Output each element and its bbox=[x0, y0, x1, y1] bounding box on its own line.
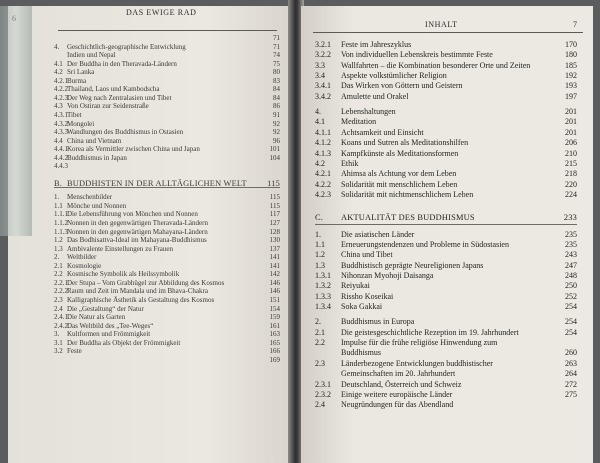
toc-entry-title: Das Wirken von Göttern und Geistern bbox=[341, 81, 463, 91]
toc-entry bbox=[54, 322, 280, 330]
toc-entry-title: Wandlungen des Buddhismus in Ostasien bbox=[67, 128, 184, 137]
toc-entry bbox=[315, 138, 577, 147]
toc-entry bbox=[54, 77, 280, 85]
toc-entry bbox=[315, 180, 577, 189]
toc-entry bbox=[315, 302, 577, 311]
toc-entry-number: 4.4.1 bbox=[54, 145, 68, 154]
toc-entry-title: Deutschland, Österreich und Schweiz bbox=[341, 379, 462, 389]
toc-entry-title: China und Vietnam bbox=[67, 136, 122, 145]
toc-section-heading bbox=[315, 213, 577, 222]
toc-entry-page: 104 bbox=[269, 153, 280, 162]
toc-entry-title: Ambivalente Einstellungen zu Frauen bbox=[67, 244, 173, 253]
toc-entry-page: 83 bbox=[273, 76, 280, 85]
toc-entry bbox=[315, 81, 577, 90]
toc-entry-title: Der Buddha als Objekt der Frömmigkeit bbox=[67, 338, 181, 347]
toc-entry-page: 169 bbox=[269, 355, 280, 364]
toc-entry-page: 86 bbox=[273, 102, 280, 111]
toc-entry-number: 1.3 bbox=[54, 244, 63, 253]
toc-entry-title: Feste bbox=[67, 347, 82, 356]
toc-entry-title: Kalligraphische Ästhetik als Gestaltung des Kosmos bbox=[67, 295, 215, 304]
toc-entry-number: 1.3.2 bbox=[315, 281, 331, 291]
toc-entry-page: 264 bbox=[565, 369, 577, 379]
toc-entry-number: 4.2.2 bbox=[315, 179, 331, 189]
toc-entry-number: 4.1.2 bbox=[315, 138, 331, 148]
toc-entry-page: 254 bbox=[565, 327, 577, 337]
toc-entry-title: Die Natur als Garten bbox=[67, 313, 126, 322]
toc-entry-title: Die Lebensführung von Mönchen und Nonnen bbox=[67, 210, 198, 219]
toc-entry-page: 224 bbox=[565, 189, 577, 199]
toc-entry-page: 275 bbox=[565, 389, 577, 399]
toc-entry-number: 2. bbox=[315, 317, 321, 327]
toc-entry-page: 71 bbox=[273, 34, 280, 42]
toc-entry bbox=[54, 193, 280, 201]
toc-entry-page: 92 bbox=[273, 119, 280, 128]
toc-entry bbox=[54, 270, 280, 278]
toc-entry-page: 142 bbox=[269, 270, 280, 279]
toc-entry-title: Weltbilder bbox=[67, 253, 97, 262]
toc-entry-number: 3.4 bbox=[315, 71, 325, 81]
toc-entry bbox=[315, 271, 577, 280]
toc-entry-number: 1.3.4 bbox=[315, 302, 331, 312]
toc-entry-number: 2.4 bbox=[315, 400, 325, 410]
toc-entry-title: Das Bodhisattva-Ideal im Mahayana-Buddhismus bbox=[67, 236, 207, 245]
toc-entry bbox=[54, 356, 280, 364]
right-header-rule bbox=[313, 32, 583, 33]
toc-entry bbox=[54, 228, 280, 236]
toc-entry-page: 193 bbox=[565, 81, 577, 91]
toc-entry-number: B. bbox=[54, 178, 63, 188]
toc-entry-number: 4.2.1 bbox=[54, 76, 68, 85]
toc-entry-number: 3.2.2 bbox=[315, 50, 331, 60]
toc-entry-number: 4.4 bbox=[54, 136, 63, 145]
toc-entry-title: Feste im Jahreszyklus bbox=[341, 40, 412, 49]
toc-entry-number: 2.4.2 bbox=[54, 321, 68, 330]
toc-entry-page: 115 bbox=[269, 201, 280, 210]
toc-entry bbox=[54, 245, 280, 253]
toc-entry bbox=[315, 292, 577, 301]
toc-entry bbox=[54, 236, 280, 244]
toc-entry-page: 101 bbox=[269, 145, 280, 154]
toc-entry-number: 4.1.1 bbox=[315, 127, 331, 137]
toc-entry-title: Gemeinschaften im 20. Jahrhundert bbox=[341, 369, 456, 379]
toc-entry-number: 1.3 bbox=[315, 260, 325, 270]
toc-entry bbox=[54, 128, 280, 136]
toc-entry-page: 96 bbox=[273, 136, 280, 145]
toc-entry-number: 4.2.2 bbox=[54, 85, 68, 94]
toc-entry bbox=[54, 219, 280, 227]
toc-entry bbox=[315, 128, 577, 137]
toc-entry-number: 4.1 bbox=[315, 117, 325, 127]
toc-entry bbox=[54, 51, 280, 59]
toc-entry bbox=[54, 202, 280, 210]
left-running-header: DAS EWIGE RAD bbox=[126, 8, 197, 17]
toc-entry bbox=[54, 68, 280, 76]
toc-entry-page: 166 bbox=[269, 347, 280, 356]
toc-entry-title: Von Ostiran zur Seidenstraße bbox=[67, 102, 149, 111]
toc-entry-page: 272 bbox=[565, 379, 577, 389]
toc-entry-title: Koans und Sutren als Meditationshilfen bbox=[341, 138, 469, 148]
toc-entry-number: 4.2.3 bbox=[315, 189, 331, 199]
toc-entry-page: 210 bbox=[565, 148, 577, 158]
toc-entry-page: 163 bbox=[269, 330, 280, 339]
toc-entry-title: Neugründungen für das Abendland bbox=[341, 400, 454, 410]
toc-entry-title: Das Weltbild des „Tee-Weges“ bbox=[67, 321, 154, 330]
toc-entry bbox=[315, 317, 577, 326]
toc-entry-title: Nonnen in den gegenwärtigen Mahayana-Ländern bbox=[67, 227, 208, 236]
section-rule bbox=[54, 187, 280, 188]
toc-entry-number: C. bbox=[315, 213, 324, 223]
toc-entry-page: 75 bbox=[273, 59, 280, 68]
toc-entry-page: 247 bbox=[565, 260, 577, 270]
toc-entry-page: 206 bbox=[565, 138, 577, 148]
toc-entry-title: Ethik bbox=[341, 158, 359, 168]
toc-entry bbox=[54, 145, 280, 153]
toc-entry-page: 115 bbox=[267, 178, 280, 188]
toc-entry-page: 117 bbox=[269, 210, 280, 219]
toc-entry-title: Soka Gakkai bbox=[341, 302, 383, 312]
toc-entry bbox=[54, 162, 280, 170]
toc-entry-number: 1. bbox=[54, 193, 60, 202]
toc-entry-title: Der Weg nach Zentralasien und Tibet bbox=[67, 93, 172, 102]
toc-entry-title: Meditation bbox=[341, 117, 377, 127]
toc-entry bbox=[315, 169, 577, 178]
toc-entry-number: 4.1 bbox=[54, 59, 63, 68]
toc-entry-page: 201 bbox=[565, 127, 577, 137]
toc-entry-title: Solidarität mit nichtmenschlichem Leben bbox=[341, 189, 474, 199]
toc-entry bbox=[54, 85, 280, 93]
toc-entry-number: 3.2 bbox=[54, 347, 63, 356]
toc-entry-title: Sri Lanka bbox=[67, 68, 95, 77]
toc-entry-number: 4.3.2 bbox=[54, 119, 68, 128]
toc-entry-number: 2.2 bbox=[54, 270, 63, 279]
toc-entry-number: 3.4.2 bbox=[315, 91, 331, 101]
toc-entry bbox=[54, 253, 280, 261]
toc-entry-page: 263 bbox=[565, 358, 577, 368]
toc-entry-number: 4.3.1 bbox=[54, 110, 68, 119]
toc-entry-page: 146 bbox=[269, 287, 280, 296]
toc-entry-page: 243 bbox=[565, 250, 577, 260]
toc-entry-page: 115 bbox=[269, 193, 280, 202]
toc-entry bbox=[315, 190, 577, 199]
toc-entry-number: 4. bbox=[315, 107, 321, 117]
toc-entry bbox=[54, 279, 280, 287]
toc-entry-title: Impulse für die frühe religiöse Hinwendung zum bbox=[341, 338, 498, 348]
toc-entry-page: 74 bbox=[273, 51, 280, 60]
toc-entry-page: 141 bbox=[269, 253, 280, 262]
toc-entry-title: Buddhismus in Europa bbox=[341, 317, 415, 327]
toc-entry bbox=[54, 60, 280, 68]
toc-entry bbox=[315, 149, 577, 158]
toc-entry-title: Amulette und Orakel bbox=[341, 91, 409, 101]
toc-entry-number: 1.2 bbox=[54, 236, 63, 245]
toc-entry-title: Buddhistisch geprägte Neureligionen Japans bbox=[341, 260, 484, 270]
toc-entry-number: 4. bbox=[54, 42, 60, 51]
toc-entry-page: 151 bbox=[269, 295, 280, 304]
toc-entry-page: 180 bbox=[565, 50, 577, 60]
toc-entry-number: 1.3.3 bbox=[315, 291, 331, 301]
page-clip bbox=[0, 6, 32, 236]
toc-entry bbox=[54, 296, 280, 304]
toc-entry-page: 84 bbox=[273, 85, 280, 94]
toc-entry-page: 159 bbox=[269, 313, 280, 322]
toc-entry-page: 154 bbox=[269, 304, 280, 313]
toc-entry-page: 233 bbox=[563, 213, 577, 223]
toc-entry-title: Geschichtlich-geographische Entwicklung bbox=[67, 42, 186, 51]
section-rule bbox=[315, 224, 577, 225]
toc-entry bbox=[315, 338, 577, 347]
toc-entry bbox=[315, 250, 577, 259]
toc-entry bbox=[315, 281, 577, 290]
toc-entry-page: 197 bbox=[565, 91, 577, 101]
toc-entry-title: Kosmische Symbolik als Heilssymbolik bbox=[67, 270, 180, 279]
toc-entry bbox=[54, 34, 280, 42]
toc-entry-title: Kosmologie bbox=[67, 261, 102, 270]
toc-entry-number: 4.3 bbox=[54, 102, 63, 111]
toc-entry bbox=[54, 154, 280, 162]
toc-entry bbox=[315, 348, 577, 357]
toc-entry bbox=[54, 347, 280, 355]
toc-entry-title: Ahimsa als Achtung vor dem Leben bbox=[341, 169, 457, 179]
toc-entry bbox=[315, 380, 577, 389]
toc-entry-page: 215 bbox=[565, 158, 577, 168]
toc-entry bbox=[315, 50, 577, 59]
toc-entry bbox=[54, 102, 280, 110]
toc-entry-title: Die asiatischen Länder bbox=[341, 229, 415, 239]
toc-entry bbox=[54, 330, 280, 338]
toc-entry bbox=[315, 390, 577, 399]
toc-entry-page: 146 bbox=[269, 278, 280, 287]
toc-entry-page: 130 bbox=[269, 236, 280, 245]
toc-entry-title: Thailand, Laos und Kambodscha bbox=[67, 85, 160, 94]
toc-entry-number: 4.4.3 bbox=[54, 162, 68, 171]
toc-entry-number: 2.1 bbox=[54, 261, 63, 270]
toc-entry-title: Nonnen in den gegenwärtigen Theravada-Ländern bbox=[67, 219, 208, 227]
toc-entry-page: 71 bbox=[273, 42, 280, 51]
toc-entry-number: 1. bbox=[315, 229, 321, 239]
toc-entry-title: Indien und Nepal bbox=[67, 51, 116, 60]
toc-entry-number: 1.1 bbox=[315, 239, 325, 249]
toc-entry bbox=[315, 261, 577, 270]
toc-entry-title: Lebenshaltungen bbox=[341, 107, 396, 117]
toc-entry bbox=[315, 107, 577, 116]
toc-entry-page: 170 bbox=[565, 40, 577, 49]
toc-entry bbox=[315, 117, 577, 126]
toc-entry-number: 2.2.1 bbox=[54, 278, 68, 287]
toc-entry bbox=[54, 287, 280, 295]
toc-entry bbox=[315, 400, 577, 409]
toc-entry-page: 254 bbox=[565, 317, 577, 327]
toc-entry-title: Achtsamkeit und Einsicht bbox=[341, 127, 424, 137]
toc-entry bbox=[315, 40, 577, 49]
toc-entry-page: 185 bbox=[565, 60, 577, 70]
toc-entry-title: Kultformen und Frömmigkeit bbox=[67, 330, 151, 339]
toc-entry-title: Aspekte volkstümlicher Religion bbox=[341, 71, 447, 81]
toc-entry-page: 127 bbox=[269, 219, 280, 227]
toc-entry-title: Rissho Koseikai bbox=[341, 291, 394, 301]
toc-entry-title: Der Stupa – Vom Grabhügel zur Abbildung des Kosmos bbox=[67, 278, 225, 287]
toc-entry bbox=[54, 305, 280, 313]
toc-entry bbox=[315, 240, 577, 249]
toc-entry-title: Reiyukai bbox=[341, 281, 370, 291]
toc-entry-title: Erneuerungstendenzen und Probleme in Südostasien bbox=[341, 239, 509, 249]
toc-entry-number: 4.2 bbox=[54, 68, 63, 77]
toc-entry-number: 3.2.1 bbox=[315, 40, 331, 49]
toc-entry-title: Der Buddha in den Theravada-Ländern bbox=[67, 59, 177, 68]
toc-entry-number: 1.1.1 bbox=[54, 210, 68, 219]
toc-entry-number: 2.3 bbox=[315, 358, 325, 368]
toc-entry-title: Korea als Vermittler zwischen China und Japan bbox=[67, 145, 200, 154]
toc-entry-title: Raum und Zeit im Mandala und im Bhava-Chakra bbox=[67, 287, 208, 296]
toc-entry-page: 201 bbox=[565, 117, 577, 127]
toc-entry-number: 4.2.1 bbox=[315, 169, 331, 179]
toc-entry-title: AKTUALITÄT DES BUDDHISMUS bbox=[341, 213, 475, 223]
toc-entry-page: 165 bbox=[269, 338, 280, 347]
toc-entry-title: Von individuellen Lebenskreis bestimmte Feste bbox=[341, 50, 493, 60]
toc-entry-title: Buddhismus in Japan bbox=[67, 153, 127, 162]
toc-entry bbox=[315, 230, 577, 239]
toc-entry-number: 2.4 bbox=[54, 304, 63, 313]
toc-entry-number: 2.3.1 bbox=[315, 379, 331, 389]
toc-entry-page: 92 bbox=[273, 128, 280, 137]
toc-entry bbox=[54, 111, 280, 119]
toc-entry-page: 128 bbox=[269, 227, 280, 236]
toc-entry-title: Mongolei bbox=[67, 119, 95, 128]
right-page bbox=[301, 6, 593, 463]
toc-entry bbox=[54, 137, 280, 145]
right-page-number: 7 bbox=[573, 20, 578, 29]
toc-entry bbox=[315, 92, 577, 101]
toc-entry-number: 3.4.1 bbox=[315, 81, 331, 91]
toc-entry-page: 252 bbox=[565, 291, 577, 301]
right-running-header: INHALT bbox=[425, 20, 458, 29]
toc-entry-title: Buddhismus bbox=[341, 348, 382, 358]
toc-entry-page: 250 bbox=[565, 281, 577, 291]
toc-entry bbox=[315, 328, 577, 337]
toc-entry-title: Kampfkünste als Meditationsformen bbox=[341, 148, 459, 158]
toc-entry-title: China und Tibet bbox=[341, 250, 393, 260]
toc-entry-title: Einige weitere europäische Länder bbox=[341, 389, 453, 399]
toc-entry-title: Tibet bbox=[67, 110, 82, 119]
toc-entry-number: 1.2 bbox=[315, 250, 325, 260]
toc-entry-title: Nihonzan Myohoji Daisanga bbox=[341, 271, 434, 280]
toc-entry-page: 254 bbox=[565, 302, 577, 312]
toc-entry-page: 220 bbox=[565, 179, 577, 189]
toc-entry bbox=[54, 210, 280, 218]
toc-entry-number: 2.4.1 bbox=[54, 313, 68, 322]
toc-entry-page: 248 bbox=[565, 271, 577, 280]
toc-entry-title: Wallfahrten – die Kombination besonderer Orte und Zeiten bbox=[341, 60, 531, 70]
toc-entry-page: 235 bbox=[565, 239, 577, 249]
toc-entry-page: 161 bbox=[269, 321, 280, 330]
left-header-rule bbox=[58, 30, 277, 31]
toc-entry-page: 84 bbox=[273, 93, 280, 102]
toc-entry-number: 1.1 bbox=[54, 201, 63, 210]
toc-entry-title: Die geistesgeschichtliche Rezeption im 19. Jahrhundert bbox=[341, 327, 519, 337]
toc-entry-title: BUDDHISTEN IN DER ALLTÄGLICHEN WELT bbox=[67, 178, 247, 188]
toc-entry-number: 4.1.3 bbox=[315, 148, 331, 158]
toc-entry-number: 4.2 bbox=[315, 158, 325, 168]
toc-entry-page: 80 bbox=[273, 68, 280, 77]
toc-entry-number: 3.1 bbox=[54, 338, 63, 347]
toc-entry-page: 141 bbox=[269, 261, 280, 270]
toc-entry-number: 2.3.2 bbox=[315, 389, 331, 399]
toc-entry bbox=[315, 159, 577, 168]
toc-entry bbox=[54, 262, 280, 270]
toc-entry bbox=[54, 120, 280, 128]
toc-entry bbox=[315, 369, 577, 378]
toc-entry-title: Solidarität mit menschlichem Leben bbox=[341, 179, 458, 189]
toc-entry bbox=[315, 61, 577, 70]
toc-entry-title: Länderbezogene Entwicklungen buddhistischer bbox=[341, 358, 493, 368]
toc-entry-page: 201 bbox=[565, 107, 577, 117]
toc-entry-number: 2.2.2 bbox=[54, 287, 68, 296]
toc-entry-number: 4.3.3 bbox=[54, 128, 68, 137]
toc-entry-number: 4.2.3 bbox=[54, 93, 68, 102]
toc-entry-number: 2.2 bbox=[315, 338, 325, 348]
toc-entry bbox=[54, 94, 280, 102]
toc-entry-title: Menschenbilder bbox=[67, 193, 113, 202]
toc-entry-number: 2.3 bbox=[54, 295, 63, 304]
toc-entry-page: 192 bbox=[565, 71, 577, 81]
toc-entry-number: 1.3.1 bbox=[315, 271, 331, 280]
toc-entry-number: 4.4.2 bbox=[54, 153, 68, 162]
toc-entry-page: 137 bbox=[269, 244, 280, 253]
toc-entry-page: 260 bbox=[565, 348, 577, 358]
toc-entry bbox=[54, 339, 280, 347]
toc-entry-number: 1.1.3 bbox=[54, 227, 68, 236]
toc-entry-number: 3.3 bbox=[315, 60, 325, 70]
toc-entry bbox=[315, 359, 577, 368]
toc-entry-title: Burma bbox=[67, 76, 87, 85]
toc-entry bbox=[54, 313, 280, 321]
toc-entry-page: 218 bbox=[565, 169, 577, 179]
left-page bbox=[8, 6, 291, 463]
toc-entry-number: 2. bbox=[54, 253, 60, 262]
toc-entry-page: 91 bbox=[273, 110, 280, 119]
toc-entry-number: 2.1 bbox=[315, 327, 325, 337]
toc-entry-number: 1.1.2 bbox=[54, 219, 68, 227]
toc-entry bbox=[54, 43, 280, 51]
toc-entry bbox=[315, 71, 577, 80]
toc-entry-page: 235 bbox=[565, 229, 577, 239]
toc-entry-title: Mönche und Nonnen bbox=[67, 201, 127, 210]
toc-entry-title: Die „Gestaltung“ der Natur bbox=[67, 304, 144, 313]
toc-entry-number: 3. bbox=[54, 330, 60, 339]
